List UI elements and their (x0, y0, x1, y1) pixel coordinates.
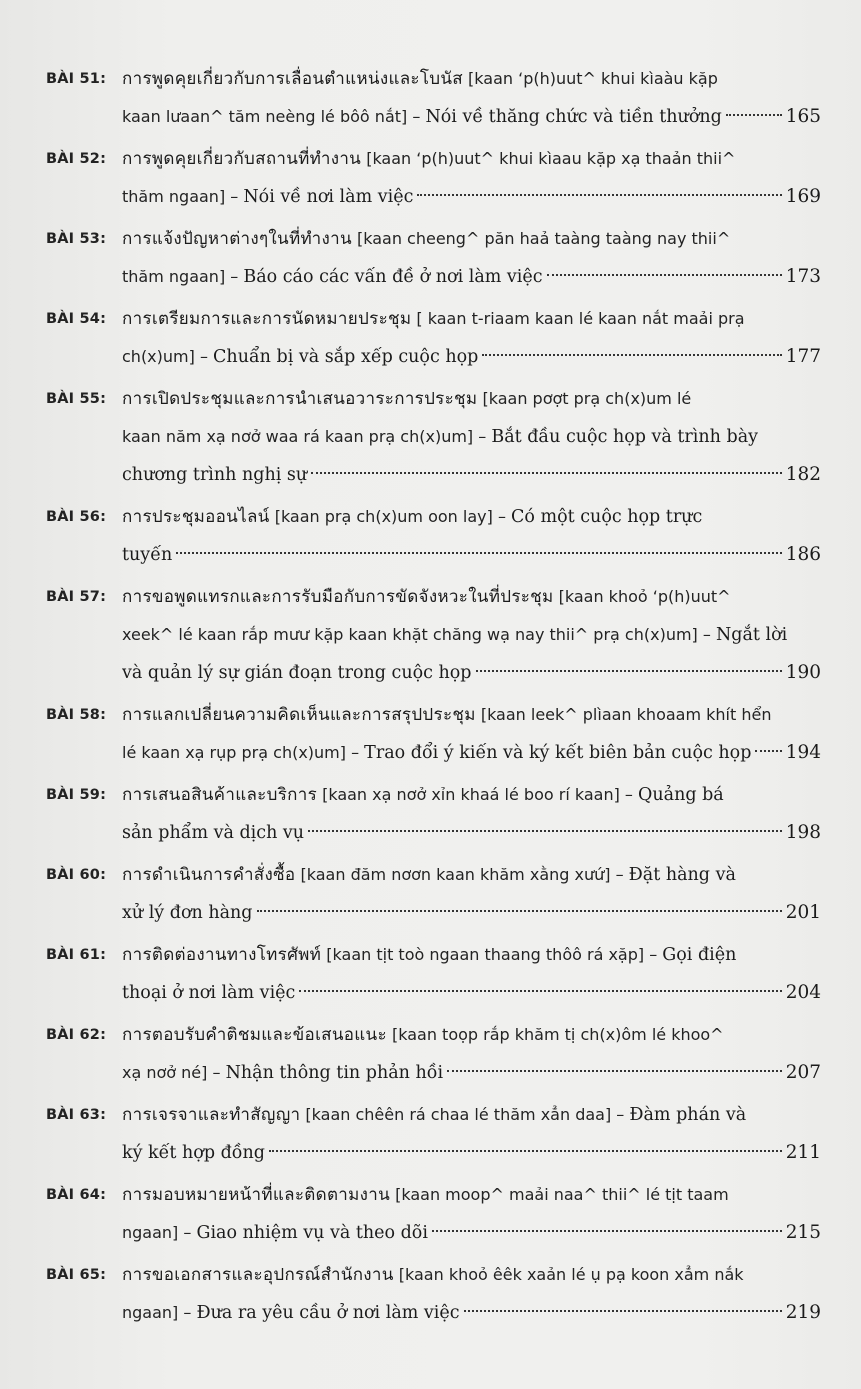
entry-last-line (122, 456, 821, 494)
dot-leader (447, 1070, 782, 1072)
thai-title: การพูดคุยเกี่ยวกับการเลื่อนตำแหน่งและโบนัส (122, 69, 463, 89)
toc-entry[interactable] (46, 578, 821, 692)
transliteration: [kaan toọp rắp khăm tị ch(x)ôm lé khoo^ (386, 1025, 724, 1044)
transliteration: xeek^ lé kaan rắp mưư kặp kaan khặt chăng wạ nay thii^ prạ ch(x)um] – (122, 625, 716, 644)
lesson-number: BÀI 60: (46, 867, 107, 883)
vietnamese-title: Có một cuộc họp trực (511, 507, 703, 527)
dot-leader (755, 750, 781, 752)
thai-title: การเตรียมการและการนัดหมายประชุม (122, 309, 412, 329)
dot-leader (476, 670, 782, 672)
vietnamese-title: chương trình nghị sự (122, 465, 308, 485)
entry-line (122, 1176, 821, 1214)
transliteration: [kaan moop^ maải naa^ thii^ lé tịt taam (390, 1185, 729, 1204)
lesson-number: BÀI 54: (46, 311, 107, 327)
vietnamese-title: Nói về nơi làm việc (243, 187, 414, 207)
transliteration: thăm ngaan] – (122, 187, 244, 206)
transliteration: [kaan đăm nơơn kaan khăm xằng xưứ] – (295, 865, 629, 884)
transliteration: kaan lưaan^ tăm neèng lé bôô nắt] – (122, 107, 426, 126)
transliteration: xạ nơở né] – (122, 1063, 226, 1082)
entry-line (122, 418, 821, 456)
page-number: 190 (785, 662, 821, 683)
transliteration: [kaan khoỏ ‘p(h)uut^ (553, 587, 731, 606)
thai-title: การดำเนินการคำสั่งซื้อ (122, 865, 296, 885)
entry-line (122, 1096, 821, 1134)
dot-leader (464, 1310, 782, 1312)
dot-leader (269, 1150, 782, 1152)
lesson-number: BÀI 58: (46, 707, 107, 723)
transliteration: [kaan prạ ch(x)um oon lay] – (269, 507, 512, 526)
page-number: 194 (785, 742, 821, 763)
page-number: 201 (785, 902, 821, 923)
entry-line (122, 220, 821, 258)
page-number: 173 (785, 266, 821, 287)
transliteration: [kaan leek^ plìaan khoaam khít hển (475, 705, 772, 724)
entry-line (122, 498, 821, 536)
toc-entry[interactable] (46, 60, 821, 136)
vietnamese-title: Trao đổi ý kiến và ký kết biên bản cuộc họp (364, 743, 752, 763)
vietnamese-title: Đàm phán và (629, 1105, 747, 1125)
toc-entry[interactable] (46, 856, 821, 932)
entry-line (122, 616, 821, 654)
lesson-number: BÀI 64: (46, 1187, 107, 1203)
page-number: 207 (785, 1062, 821, 1083)
lesson-number: BÀI 63: (46, 1107, 107, 1123)
lesson-number: BÀI 53: (46, 231, 107, 247)
dot-leader (417, 194, 781, 196)
vietnamese-title: Nói về thăng chức và tiền thưởng (425, 107, 722, 127)
transliteration: [kaan chêên rá chaa lé thăm xẳn daa] – (300, 1105, 630, 1124)
vietnamese-title: Giao nhiệm vụ và theo dõi (196, 1223, 428, 1243)
transliteration: [kaan ‘p(h)uut^ khui kìaau kặp xạ thaản thii^ (361, 149, 736, 168)
entry-line (122, 696, 821, 734)
toc-entry[interactable] (46, 1176, 821, 1252)
thai-title: การแลกเปลี่ยนความคิดเห็นและการสรุปประชุม (122, 705, 476, 725)
dot-leader (432, 1230, 782, 1232)
page-number: 198 (785, 822, 821, 843)
thai-title: การติดต่องานทางโทรศัพท์ (122, 945, 322, 965)
entry-last-line (122, 178, 821, 216)
entry-last-line (122, 258, 821, 296)
transliteration: [kaan xạ nơở xỉn khaá lé boo rí kaan] – (317, 785, 639, 804)
vietnamese-title: ký kết hợp đồng (122, 1143, 265, 1163)
vietnamese-title: Gọi điện (662, 945, 737, 965)
lesson-number: BÀI 57: (46, 589, 107, 605)
lesson-number: BÀI 52: (46, 151, 107, 167)
toc-entry[interactable] (46, 140, 821, 216)
toc-entry[interactable] (46, 696, 821, 772)
entry-line (122, 1256, 821, 1294)
vietnamese-title: tuyến (122, 545, 173, 565)
toc-entry[interactable] (46, 498, 821, 574)
vietnamese-title: xử lý đơn hàng (122, 903, 253, 923)
page-number: 186 (785, 544, 821, 565)
entry-last-line (122, 814, 821, 852)
page-number: 215 (785, 1222, 821, 1243)
entry-line (122, 776, 821, 814)
thai-title: การเจรจาและทำสัญญา (122, 1105, 301, 1125)
entry-line (122, 300, 821, 338)
thai-title: การมอบหมายหน้าที่และติดตามงาน (122, 1185, 391, 1205)
entry-last-line (122, 1134, 821, 1172)
dot-leader (311, 472, 782, 474)
vietnamese-title: và quản lý sự gián đoạn trong cuộc họp (122, 663, 472, 683)
toc-entry[interactable] (46, 1256, 821, 1332)
transliteration: [kaan khoỏ êêk xaản lé ụ pạ koon xẳm nắk (393, 1265, 744, 1284)
vietnamese-title: Ngắt lời (715, 625, 788, 645)
toc-entry[interactable] (46, 300, 821, 376)
thai-title: การพูดคุยเกี่ยวกับสถานที่ทำงาน (122, 149, 362, 169)
transliteration: ngaan] – (122, 1223, 197, 1242)
thai-title: การแจ้งปัญหาต่างๆในที่ทำงาน (122, 229, 352, 249)
lesson-number: BÀI 55: (46, 391, 107, 407)
page-number: 169 (785, 186, 821, 207)
entry-line (122, 140, 821, 178)
page-number: 165 (785, 106, 821, 127)
thai-title: การเสนอสินค้าและบริการ (122, 785, 317, 805)
dot-leader (176, 552, 781, 554)
entry-last-line (122, 338, 821, 376)
page-number: 177 (785, 346, 821, 367)
transliteration: [ kaan t-riaam kaan lé kaan nắt maải prạ (411, 309, 745, 328)
toc-entry[interactable] (46, 380, 821, 494)
entry-line (122, 1016, 821, 1054)
page-number: 182 (785, 464, 821, 485)
vietnamese-title: Đặt hàng và (628, 865, 736, 885)
entry-last-line (122, 1294, 821, 1332)
lesson-number: BÀI 59: (46, 787, 107, 803)
transliteration: lé kaan xạ rụp prạ ch(x)um] – (122, 743, 365, 762)
entry-last-line (122, 1214, 821, 1252)
transliteration: [kaan tịt toò ngaan thaang thôô rá xặp] – (321, 945, 663, 964)
vietnamese-title: thoại ở nơi làm việc (122, 983, 296, 1003)
toc-entry[interactable] (46, 220, 821, 296)
page-number: 211 (785, 1142, 821, 1163)
vietnamese-title: Đưa ra yêu cầu ở nơi làm việc (196, 1303, 460, 1323)
table-of-contents (46, 60, 821, 1336)
lesson-number: BÀI 56: (46, 509, 107, 525)
lesson-number: BÀI 62: (46, 1027, 107, 1043)
entry-line (122, 380, 821, 418)
lesson-number: BÀI 51: (46, 71, 107, 87)
vietnamese-title: Quảng bá (638, 785, 724, 805)
dot-leader (299, 990, 781, 992)
dot-leader (308, 830, 782, 832)
entry-line (122, 936, 821, 974)
lesson-number: BÀI 65: (46, 1267, 107, 1283)
entry-last-line (122, 654, 821, 692)
entry-last-line (122, 974, 821, 1012)
toc-entry[interactable] (46, 936, 821, 1012)
entry-line (122, 578, 821, 616)
vietnamese-title: Chuẩn bị và sắp xếp cuộc họp (213, 347, 479, 367)
dot-leader (547, 274, 782, 276)
toc-entry[interactable] (46, 1096, 821, 1172)
vietnamese-title: Báo cáo các vấn đề ở nơi làm việc (243, 267, 543, 287)
transliteration: kaan năm xạ nơở waa rá kaan prạ ch(x)um] – (122, 427, 492, 446)
thai-title: การขอเอกสารและอุปกรณ์สำนักงาน (122, 1265, 394, 1285)
entry-last-line (122, 894, 821, 932)
thai-title: การเปิดประชุมและการนำเสนอวาระการประชุม (122, 389, 478, 409)
transliteration: [kaan cheeng^ păn haả taàng taàng nay thii^ (351, 229, 731, 248)
entry-last-line (122, 734, 821, 772)
entry-line (122, 60, 821, 98)
transliteration: thăm ngaan] – (122, 267, 244, 286)
page-number: 219 (785, 1302, 821, 1323)
dot-leader (257, 910, 782, 912)
thai-title: การตอบรับคำติชมและข้อเสนอแนะ (122, 1025, 387, 1045)
vietnamese-title: sản phẩm và dịch vụ (122, 823, 305, 843)
vietnamese-title: Nhận thông tin phản hồi (225, 1063, 444, 1083)
page-number: 204 (785, 982, 821, 1003)
vietnamese-title: Bắt đầu cuộc họp và trình bày (491, 427, 759, 447)
transliteration: ngaan] – (122, 1303, 197, 1322)
entry-line (122, 856, 821, 894)
entry-last-line (122, 536, 821, 574)
toc-entry[interactable] (46, 1016, 821, 1092)
dot-leader (726, 114, 782, 116)
dot-leader (482, 354, 781, 356)
toc-entry[interactable] (46, 776, 821, 852)
transliteration: ch(x)um] – (122, 347, 214, 366)
thai-title: การขอพูดแทรกและการรับมือกับการขัดจังหวะในที่ประชุม (122, 587, 554, 607)
entry-last-line (122, 1054, 821, 1092)
transliteration: [kaan pơợt prạ ch(x)um lé (477, 389, 692, 408)
thai-title: การประชุมออนไลน์ (122, 507, 270, 527)
lesson-number: BÀI 61: (46, 947, 107, 963)
transliteration: [kaan ‘p(h)uut^ khui kìaàu kặp (462, 69, 718, 88)
entry-last-line (122, 98, 821, 136)
